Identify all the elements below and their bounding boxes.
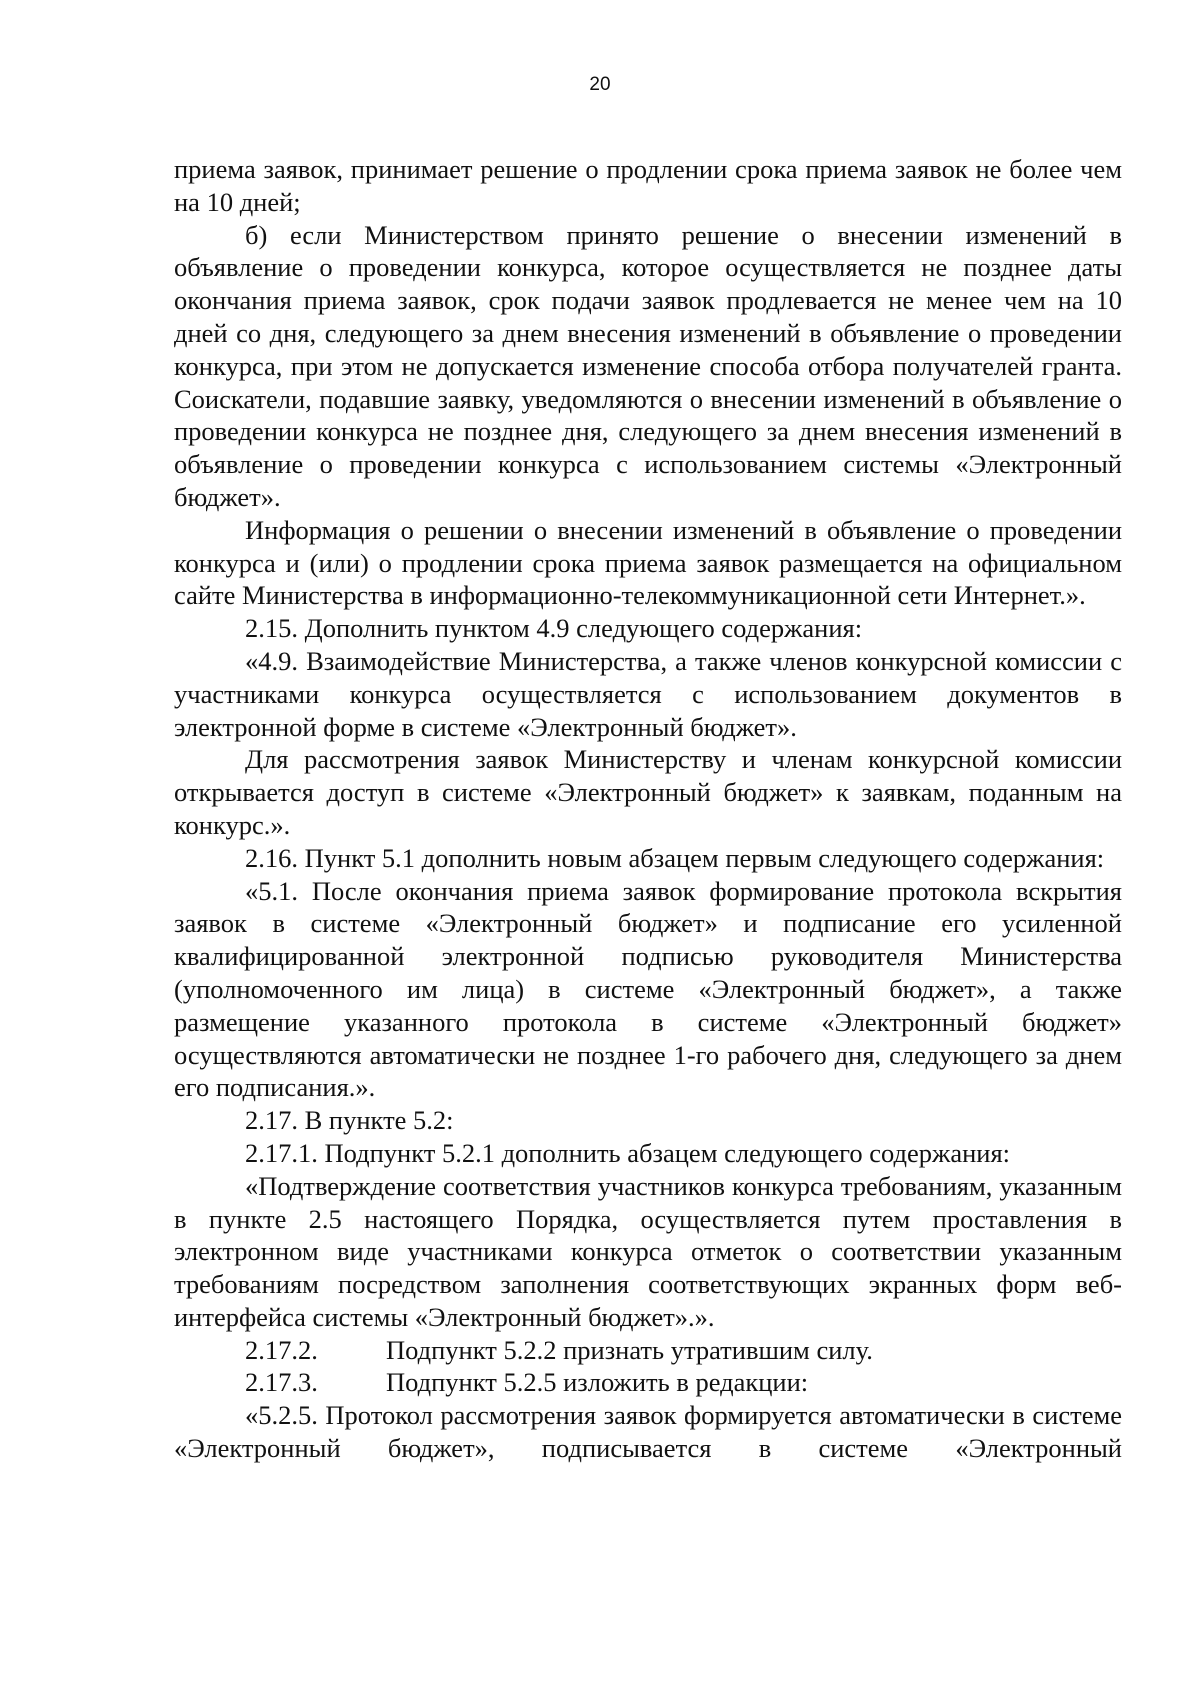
paragraph-subclause-b: б) если Министерством принято решение о внесении изменений в объявление о проведении конкурса, которое осуществляется не позднее даты окончания приема заявок, срок подачи заявок продлевается не менее чем на 10 дней со дня, следующего за днем внесения изменений в объявление о проведении конкурса, при этом не допускается изменение способа отбора получателей гранта. Соискатели, подавшие заявку, уведомляются о внесении изменений в объявление о проведении конкурса не позднее дня, следующего за днем внесения изменений в объявление о проведении конкурса с использованием системы «Электронный бюджет». [174, 219, 1122, 512]
paragraph-2-17-2 [174, 1334, 1122, 1367]
paragraph-access-to-applications: Для рассмотрения заявок Министерству и членам конкурсной комиссии открывается доступ в системе «Электронный бюджет» к заявкам, поданным на конкурс.». [174, 744, 1122, 840]
paragraph-continuation: приема заявок, принимает решение о продлении срока приема заявок не более чем на 10 дней; [174, 154, 1122, 217]
indent-spacer [174, 1334, 245, 1367]
paragraph-5-1: «5.1. После окончания приема заявок формирование протокола вскрытия заявок в системе «Электронный бюджет» и подписание его усиленной квалифицированной электронной подписью руководителя Министерства (уполномоченного им лица) в системе «Электронный бюджет», а также размещение указанного протокола в системе «Электронный бюджет» осуществляются автоматически не позднее 1-го рабочего дня, следующего за днем его подписания.». [174, 875, 1122, 1103]
clause-number: 2.17.2. [245, 1334, 318, 1365]
paragraph-2-15: 2.15. Дополнить пунктом 4.9 следующего содержания: [245, 613, 863, 644]
clause-text: Подпункт 5.2.2 признать утратившим силу. [386, 1334, 873, 1365]
document-body [174, 153, 1122, 1465]
paragraph-information-notice: Информация о решении о внесении изменений в объявление о проведении конкурса и (или) о продлении срока приема заявок размещается на официальном сайте Министерства в информационно-телекоммуникационной сети Интернет.». [174, 514, 1122, 611]
paragraph-2-17-3 [174, 1366, 1122, 1399]
paragraph-2-16: 2.16. Пункт 5.1 дополнить новым абзацем первым следующего содержания: [245, 842, 1105, 873]
paragraph-4-9: «4.9. Взаимодействие Министерства, а также членов конкурсной комиссии с участниками конкурса осуществляется с использованием документов в электронной форме в системе «Электронный бюджет». [174, 645, 1122, 742]
clause-text: Подпункт 5.2.5 изложить в редакции: [386, 1367, 809, 1398]
paragraph-compliance-confirmation: «Подтверждение соответствия участников конкурса требованиям, указанным в пункте 2.5 настоящего Порядка, осуществляется путем проставления в электронном виде участниками конкурса отметок о соответствии указанным требованиям посредством заполнения соответствующих экранных форм веб-интерфейса системы «Электронный бюджет».». [174, 1170, 1122, 1332]
indent-spacer [174, 1366, 245, 1399]
paragraph-5-2-5: «5.2.5. Протокол рассмотрения заявок формируется автоматически в системе «Электронный бюджет», подписывается в системе «Электронный [174, 1400, 1122, 1464]
paragraph-2-17: 2.17. В пункте 5.2: [245, 1105, 454, 1136]
paragraph-2-17-1: 2.17.1. Подпункт 5.2.1 дополнить абзацем следующего содержания: [245, 1137, 1010, 1168]
clause-number: 2.17.3. [245, 1367, 318, 1398]
page-number: 20 [589, 74, 611, 95]
